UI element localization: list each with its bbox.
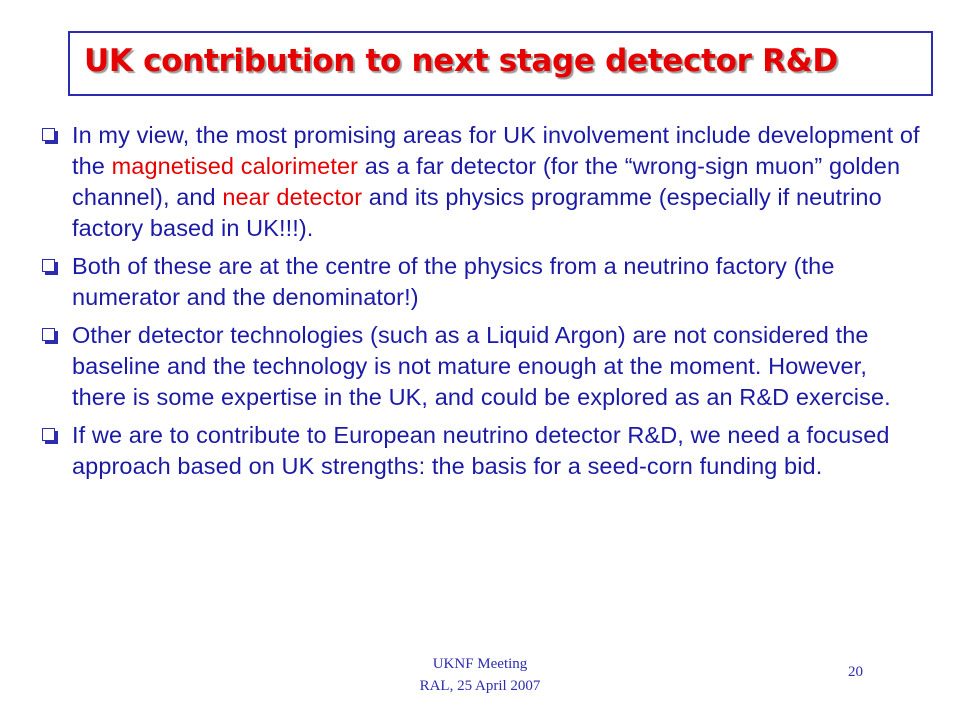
bullet-text: If we are to contribute to European neutrino detector R&D, we need a focused approach based on UK strengths: the basis for a seed-corn funding bid.	[72, 422, 890, 479]
highlight-magnetised-calorimeter: magnetised calorimeter	[111, 153, 359, 179]
bullet-text-segment: as a far detector (for the “wrong-sign muon” golden channel), and	[72, 153, 901, 210]
highlight-near-detector: near detector	[222, 184, 363, 210]
footer-venue-date: RAL, 25 April 2007	[419, 678, 541, 694]
square-bullet-icon	[42, 259, 57, 274]
bullet-text: Other detector technologies (such as a Liquid Argon) are not considered the baseline and the technology is not mature enough at the moment. However, there is some expertise in the UK, and could be explored as an R&D exercise.	[72, 322, 891, 410]
bullet-text	[72, 120, 922, 244]
page-number: 20	[848, 664, 863, 680]
bullet-list	[42, 120, 922, 489]
bullet-item	[42, 420, 922, 482]
title-frame	[68, 31, 933, 96]
bullet-text-segment: In my view, the most promising areas for UK involvement include development of the	[72, 122, 920, 179]
footer-meeting: UKNF Meeting	[432, 656, 528, 672]
square-bullet-icon	[42, 328, 57, 343]
bullet-text-segment: and its physics programme (especially if neutrino factory based in UK!!!).	[72, 184, 882, 241]
bullet-item	[42, 251, 922, 313]
bullet-text: Both of these are at the centre of the physics from a neutrino factory (the numerator and the denominator!)	[72, 253, 835, 310]
slide-title: UK contribution to next stage detector R&D	[84, 43, 838, 79]
square-bullet-icon	[42, 128, 57, 143]
bullet-item	[42, 320, 922, 413]
square-bullet-icon	[42, 428, 57, 443]
bullet-item	[42, 120, 922, 244]
footer	[0, 653, 960, 697]
